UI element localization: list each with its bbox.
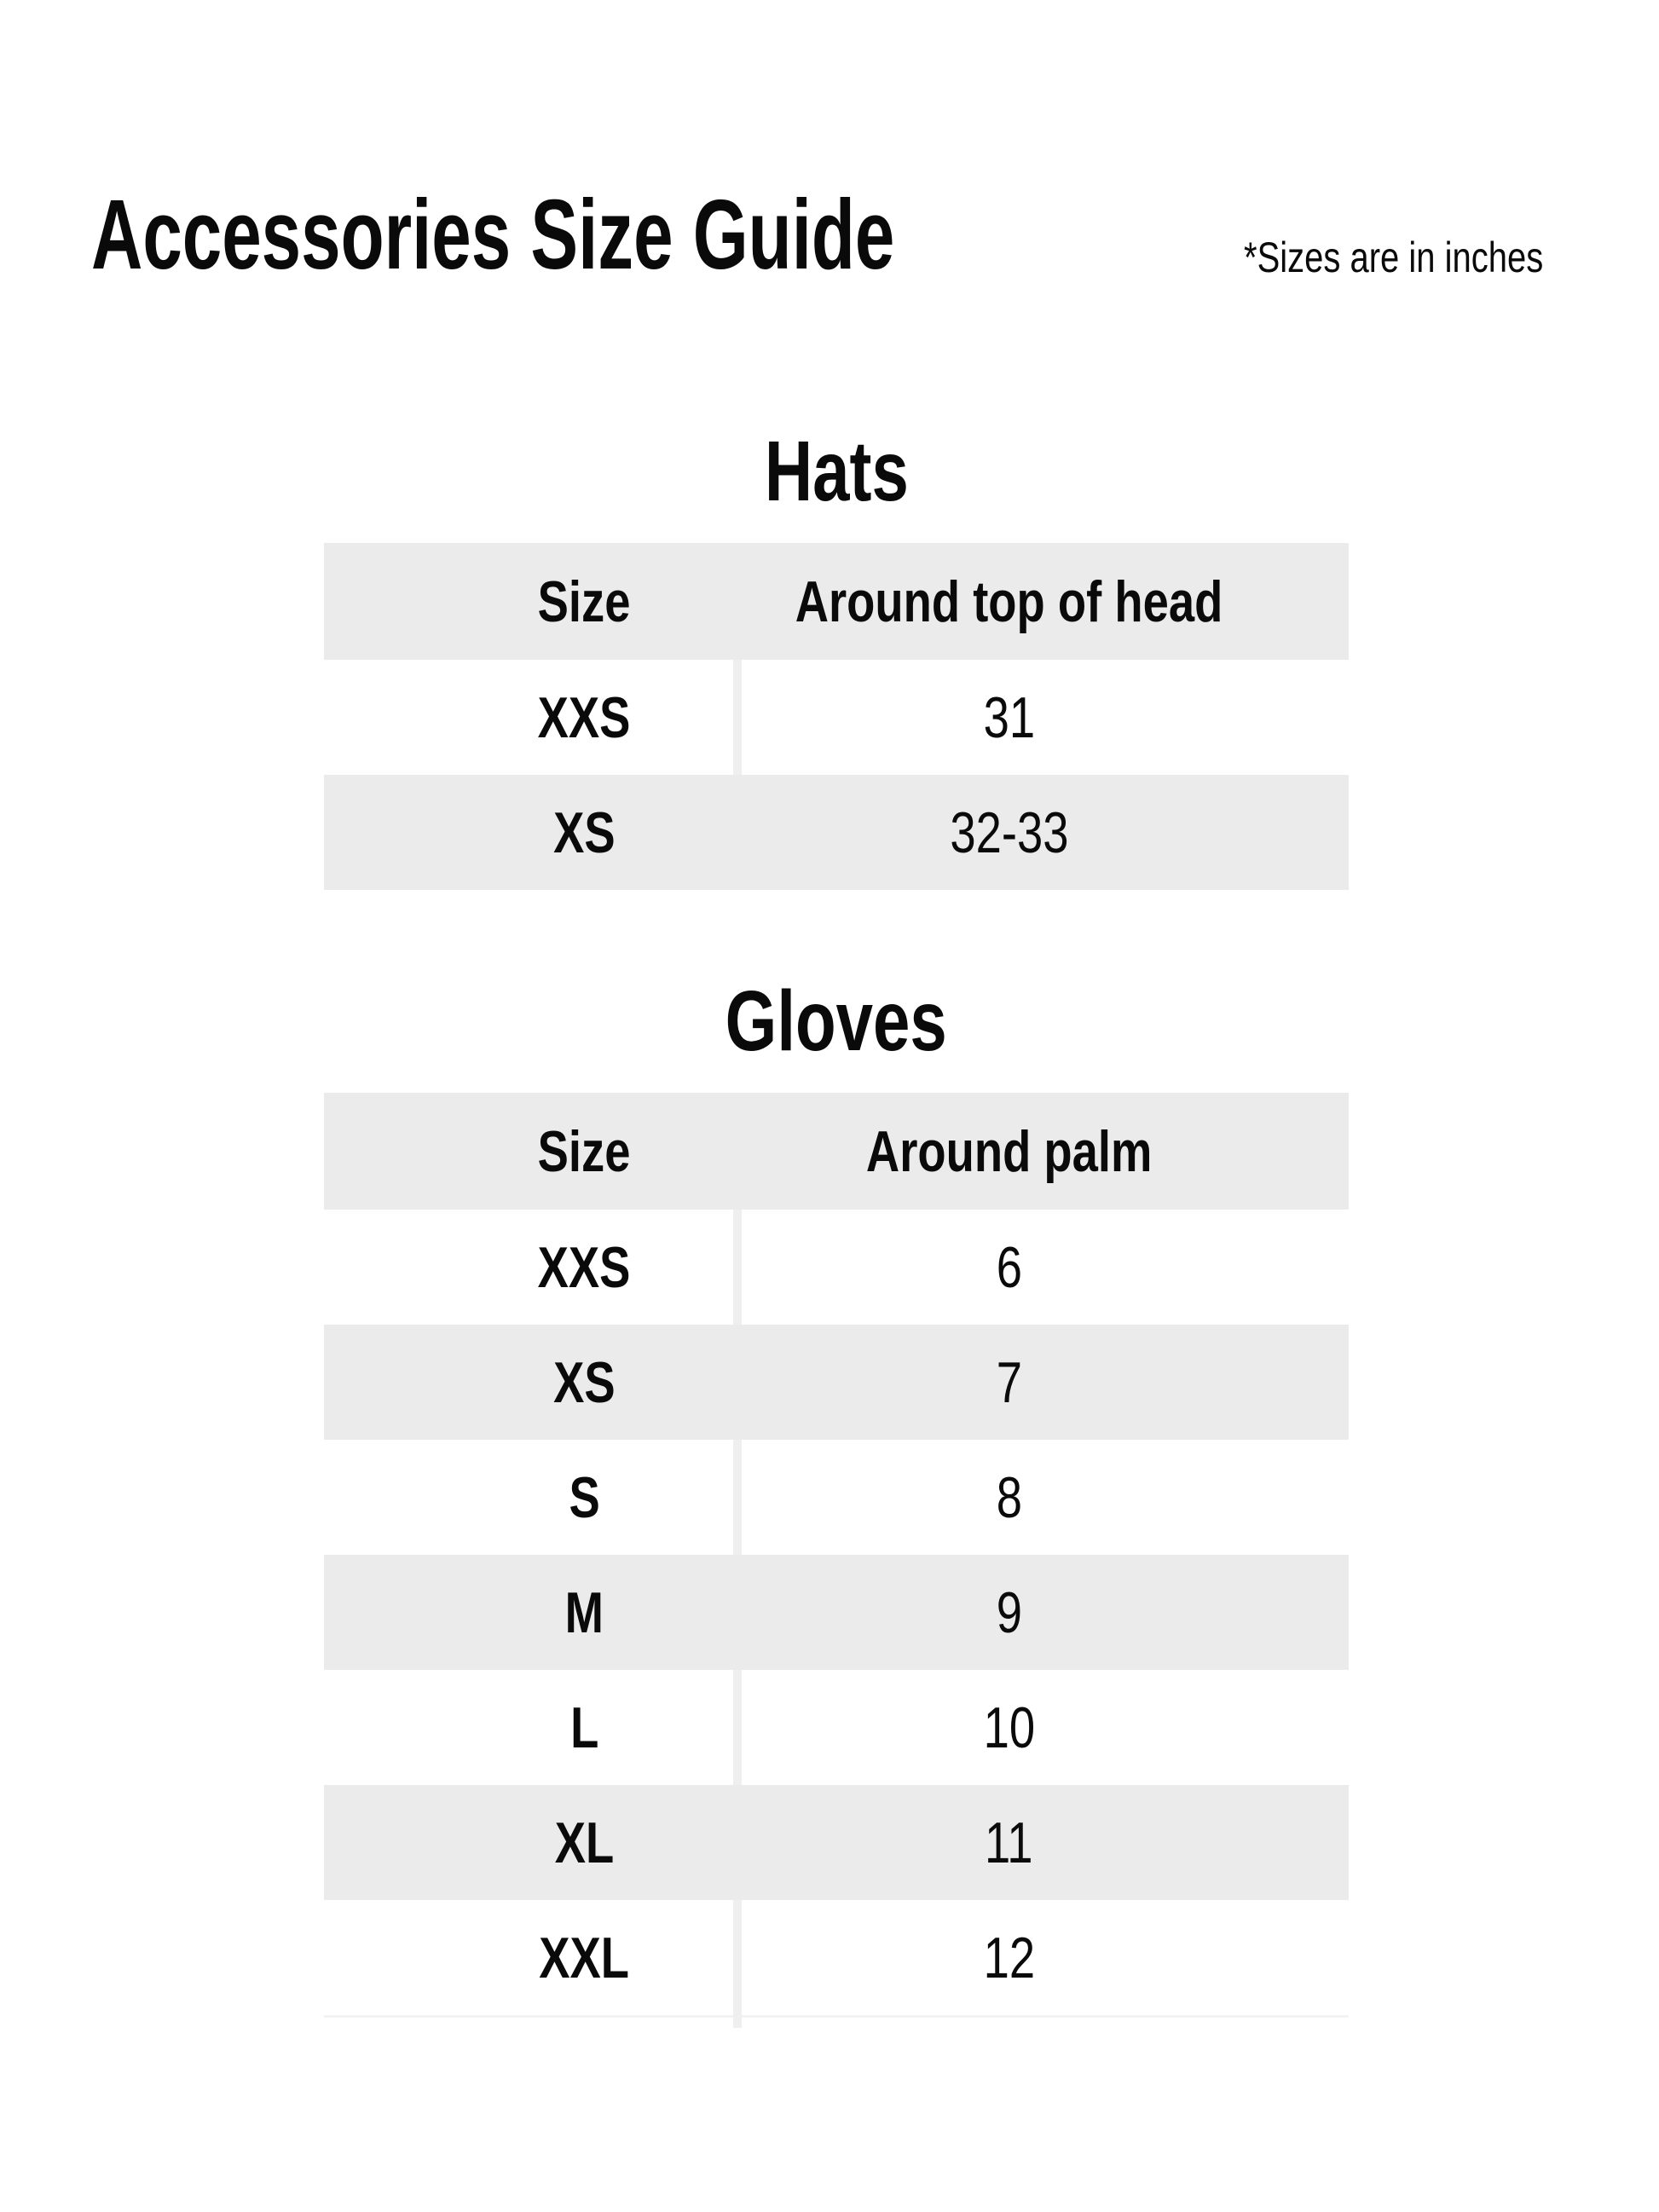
size-cell <box>324 1464 737 1531</box>
table-row <box>324 1210 1349 1325</box>
measurement-value: 8 <box>996 1464 1022 1530</box>
section-gloves <box>324 973 1349 2018</box>
measurement-value: 6 <box>996 1234 1022 1300</box>
units-note <box>1244 236 1618 279</box>
value-cell <box>737 1349 1349 1416</box>
value-cell <box>737 800 1349 866</box>
hats-table <box>324 543 1349 890</box>
size-label: M <box>564 1580 604 1645</box>
gloves-heading-text: Gloves <box>725 973 948 1069</box>
table-row <box>324 775 1349 890</box>
column-header-measurement-text: Around top of head <box>795 569 1223 634</box>
size-cell <box>324 684 737 751</box>
size-cell <box>324 1810 737 1876</box>
measurement-value: 32-33 <box>949 800 1069 865</box>
gloves-heading <box>324 973 1349 1069</box>
table-row <box>324 1900 1349 2015</box>
column-header-measurement-text: Around palm <box>865 1118 1153 1184</box>
size-label: XS <box>553 800 616 865</box>
page-title <box>91 179 1207 290</box>
column-header-size-text: Size <box>538 569 631 634</box>
measurement-value: 12 <box>983 1925 1035 1990</box>
page-title-text: Accessories Size Guide <box>91 179 895 290</box>
table-header-row <box>324 543 1349 660</box>
column-divider <box>733 1210 742 1325</box>
value-cell <box>737 1695 1349 1761</box>
size-label: XXS <box>538 1234 631 1300</box>
measurement-value: 10 <box>983 1695 1035 1760</box>
size-tables <box>324 424 1349 2018</box>
table-header-row <box>324 1093 1349 1210</box>
size-label: XXS <box>538 684 631 750</box>
value-cell <box>737 1925 1349 1991</box>
size-label: S <box>569 1464 600 1530</box>
size-cell <box>324 1925 737 1991</box>
value-cell <box>737 684 1349 751</box>
size-label: XXL <box>539 1925 630 1990</box>
table-row <box>324 1440 1349 1555</box>
column-divider <box>733 1440 742 1555</box>
column-divider <box>733 660 742 775</box>
size-cell <box>324 800 737 866</box>
table-row <box>324 1555 1349 1670</box>
gloves-table <box>324 1093 1349 2018</box>
units-note-text: *Sizes are in inches <box>1244 234 1544 281</box>
size-cell <box>324 1349 737 1416</box>
size-label: XS <box>553 1349 616 1415</box>
table-row <box>324 1670 1349 1785</box>
value-cell <box>737 1464 1349 1531</box>
size-cell <box>324 1580 737 1646</box>
table-row <box>324 1325 1349 1440</box>
size-cell <box>324 1695 737 1761</box>
hats-heading <box>324 424 1349 519</box>
measurement-value: 7 <box>996 1349 1022 1415</box>
column-header-size-text: Size <box>538 1118 631 1184</box>
hats-heading-text: Hats <box>764 424 909 519</box>
column-header-measurement <box>737 569 1349 635</box>
table-row <box>324 660 1349 775</box>
column-divider <box>733 1670 742 1785</box>
column-header-measurement <box>737 1118 1349 1185</box>
size-label: L <box>569 1695 599 1760</box>
value-cell <box>737 1580 1349 1646</box>
size-label: XL <box>554 1810 615 1875</box>
column-divider <box>733 1900 742 2028</box>
section-hats <box>324 424 1349 890</box>
size-cell <box>324 1234 737 1301</box>
measurement-value: 31 <box>983 684 1035 750</box>
value-cell <box>737 1234 1349 1301</box>
table-row <box>324 1785 1349 1900</box>
measurement-value: 11 <box>985 1810 1033 1875</box>
column-header-size <box>324 569 737 635</box>
value-cell <box>737 1810 1349 1876</box>
column-header-size <box>324 1118 737 1185</box>
measurement-value: 9 <box>996 1580 1022 1645</box>
